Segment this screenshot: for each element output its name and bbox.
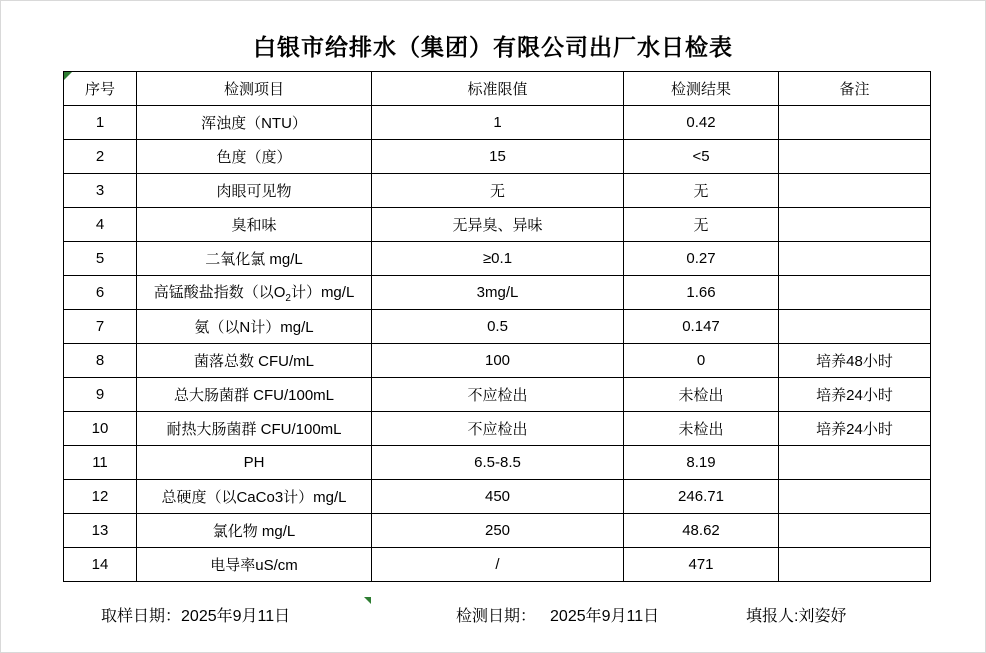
row-remark: 培养24小时 — [779, 378, 931, 412]
row-item — [137, 276, 372, 310]
table-row — [64, 174, 931, 208]
header-no: 序号 — [64, 72, 137, 106]
row-item: 浑浊度（NTU） — [137, 106, 372, 140]
row-limit: ≥0.1 — [372, 242, 624, 276]
row-remark — [779, 276, 931, 310]
row-remark — [779, 208, 931, 242]
row-remark — [779, 514, 931, 548]
row-no: 1 — [64, 106, 137, 140]
inspection-table — [63, 71, 931, 582]
row-result: 0 — [624, 344, 779, 378]
table-header-row — [64, 72, 931, 106]
row-limit: 不应检出 — [372, 378, 624, 412]
row-no: 4 — [64, 208, 137, 242]
row-no: 3 — [64, 174, 137, 208]
row-item: 总硬度（以CaCo3计）mg/L — [137, 480, 372, 514]
table-row — [64, 242, 931, 276]
row-remark — [779, 242, 931, 276]
row-no: 5 — [64, 242, 137, 276]
table-row — [64, 480, 931, 514]
row-no: 14 — [64, 548, 137, 582]
table-row — [64, 446, 931, 480]
row-remark — [779, 480, 931, 514]
header-limit: 标准限值 — [372, 72, 624, 106]
row-no: 11 — [64, 446, 137, 480]
table-row — [64, 548, 931, 582]
table-row — [64, 378, 931, 412]
row-remark — [779, 310, 931, 344]
row-item: 氨（以N计）mg/L — [137, 310, 372, 344]
row-result: 471 — [624, 548, 779, 582]
row-remark: 培养24小时 — [779, 412, 931, 446]
reporter-name: 刘姿妤 — [798, 608, 847, 625]
row-no: 12 — [64, 480, 137, 514]
row-result: 1.66 — [624, 276, 779, 310]
row-limit: 无 — [372, 174, 624, 208]
row-result: 246.71 — [624, 480, 779, 514]
row-item: 肉眼可见物 — [137, 174, 372, 208]
row-no: 10 — [64, 412, 137, 446]
row-result: 48.62 — [624, 514, 779, 548]
row-limit: 不应检出 — [372, 412, 624, 446]
page-title: 白银市给排水（集团）有限公司出厂水日检表 — [253, 34, 733, 60]
header-remark: 备注 — [779, 72, 931, 106]
row-limit: 6.5-8.5 — [372, 446, 624, 480]
row-item: PH — [137, 446, 372, 480]
row-remark — [779, 548, 931, 582]
row-no: 7 — [64, 310, 137, 344]
row-item: 臭和味 — [137, 208, 372, 242]
row-item: 电导率uS/cm — [137, 548, 372, 582]
row-result: 未检出 — [624, 412, 779, 446]
testing-date — [456, 603, 659, 626]
item-text-pre: 高锰酸盐指数（以O — [153, 284, 286, 301]
row-item: 菌落总数 CFU/mL — [137, 344, 372, 378]
row-item: 色度（度） — [137, 140, 372, 174]
row-remark — [779, 140, 931, 174]
table-row — [64, 412, 931, 446]
row-result: 0.147 — [624, 310, 779, 344]
row-limit: 3mg/L — [372, 276, 624, 310]
table-row — [64, 310, 931, 344]
row-limit: 250 — [372, 514, 624, 548]
row-result: 无 — [624, 208, 779, 242]
row-limit: 1 — [372, 106, 624, 140]
item-subscript: 2 — [285, 293, 291, 304]
row-limit: 100 — [372, 344, 624, 378]
table-row — [64, 276, 931, 310]
item-text-post: 计）mg/L — [290, 284, 355, 301]
excel-corner-marker-icon — [64, 72, 72, 80]
row-result: 未检出 — [624, 378, 779, 412]
excel-bottom-marker-icon — [364, 597, 371, 604]
sampling-date-value: 2025年9月11日 — [181, 608, 291, 625]
row-item: 总大肠菌群 CFU/100mL — [137, 378, 372, 412]
row-result: 无 — [624, 174, 779, 208]
row-result: 0.42 — [624, 106, 779, 140]
row-remark — [779, 446, 931, 480]
row-no: 9 — [64, 378, 137, 412]
testing-date-value: 2025年9月11日 — [550, 608, 660, 625]
header-item: 检测项目 — [137, 72, 372, 106]
header-result: 检测结果 — [624, 72, 779, 106]
testing-date-label: 检测日期： — [456, 608, 537, 625]
row-item: 耐热大肠菌群 CFU/100mL — [137, 412, 372, 446]
row-no: 8 — [64, 344, 137, 378]
row-no: 2 — [64, 140, 137, 174]
row-limit: / — [372, 548, 624, 582]
row-remark — [779, 106, 931, 140]
row-result: <5 — [624, 140, 779, 174]
row-no: 13 — [64, 514, 137, 548]
row-result: 0.27 — [624, 242, 779, 276]
row-limit: 0.5 — [372, 310, 624, 344]
row-remark: 培养48小时 — [779, 344, 931, 378]
table-row — [64, 106, 931, 140]
row-limit: 15 — [372, 140, 624, 174]
sampling-date — [101, 603, 290, 626]
table-row — [64, 208, 931, 242]
row-result: 8.19 — [624, 446, 779, 480]
table-row — [64, 140, 931, 174]
row-limit: 无异臭、异味 — [372, 208, 624, 242]
row-item: 氯化物 mg/L — [137, 514, 372, 548]
sampling-date-label: 取样日期： — [101, 608, 182, 625]
row-no: 6 — [64, 276, 137, 310]
row-item: 二氧化氯 mg/L — [137, 242, 372, 276]
row-remark — [779, 174, 931, 208]
reporter — [746, 603, 846, 626]
row-limit: 450 — [372, 480, 624, 514]
table-row — [64, 344, 931, 378]
reporter-label: 填报人: — [746, 608, 799, 625]
table-row — [64, 514, 931, 548]
